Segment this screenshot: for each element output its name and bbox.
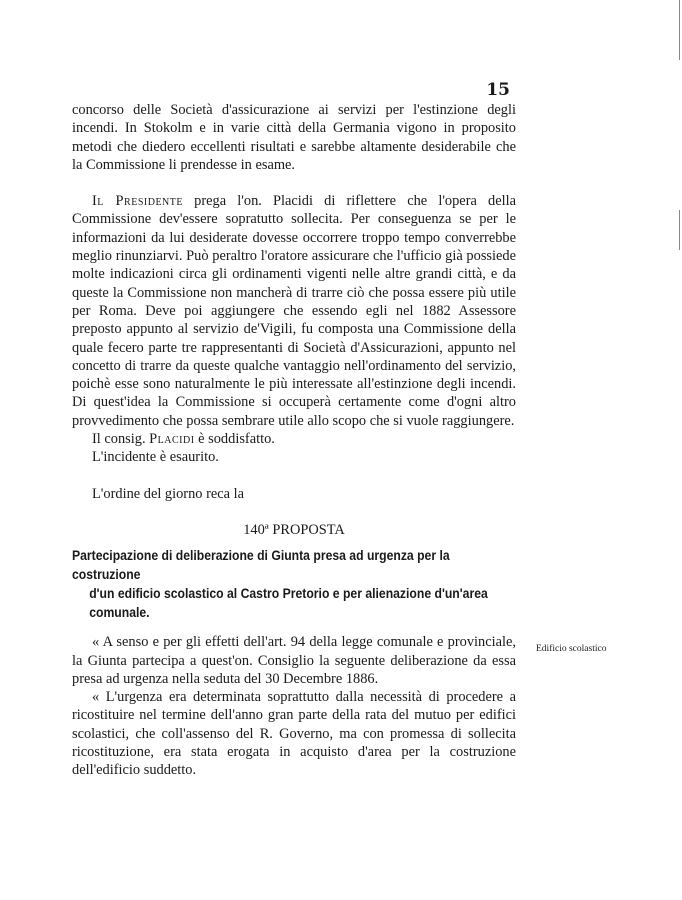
paragraph-urgency: « L'urgenza era determinata soprattutto dalla necessità di procedere a ricostituire nel termine dell'anno gran parte della rata del mutuo per edifici scolastici, che coll'assenso del R. Governo, ma con promessa di sollecita ricostituzione, era stata erogata in acquisto d'area per la costruzione dell'edificio suddetto. <box>72 689 516 779</box>
proposal-title: 140ª PROPOSTA <box>243 521 345 538</box>
margin-note: Edificio scolastico <box>536 644 607 654</box>
paragraph-continuation: concorso delle Società d'assicurazione ai servizi per l'estinzione degli incendi. In Stokolm e in varie città della Germania vigono in proposito metodi che diedero eccellenti risultati e sarebbe altamente desiderabile che la Commissione li prendesse in esame. <box>72 102 516 173</box>
councillor-name: Placidi <box>149 431 195 448</box>
heading-line-1: Partecipazione di deliberazione di Giunta presa ad urgenza per la costruzione <box>72 548 450 584</box>
page-number: 15 <box>486 80 510 100</box>
paragraph-sense: « A senso e per gli effetti dell'art. 94 della legge comunale e provinciale, la Giunta partecipa a quest'on. Consiglio la seguente deliberazione da essa presa ad urgenza nella seduta del 30 Decembre 1886. <box>72 634 516 687</box>
heading-line-2: d'un edificio scolastico al Castro Pretorio e per alienazione d'un'area comunale. <box>89 586 488 622</box>
body-text <box>72 101 516 780</box>
satisfied-prefix: Il consig. <box>92 431 150 448</box>
speaker-name: Il Presidente <box>92 193 184 210</box>
paragraph-closed: L'incidente è esaurito. <box>92 449 219 466</box>
page-edge-mark <box>679 210 680 250</box>
paragraph-agenda: L'ordine del giorno reca la <box>92 485 245 502</box>
proposal-heading <box>72 547 516 623</box>
paragraph-president <box>72 192 516 430</box>
page-edge-mark <box>679 0 680 60</box>
president-text: prega l'on. Placidi di riflettere che l'opera della Commissione dev'essere sopratutto sollecita. Per conseguenza se per le informazioni da lui desiderate dovesse occorrere troppo tempo converrebbe meglio rinunziarvi. Può peraltro l'oratore assicurare che l'ufficio già possiede molte indicazioni circa gli ordinamenti vigenti nelle altre grandi città, e da queste la Commissione non mancherà di trarre ciò che possa essere più utile per Roma. Deve poi aggiungere che essendo egli nel 1882 Assessore preposto appunto al servizio de'Vigili, fu composta una Commissione della quale fecero parte tre rappresentanti di Società d'Assicurazioni, appunto nel concetto di trarre da queste qualche vantaggio nell'ordinamento del servizio, poichè esse sono naturalmente le più interessate all'estinzione degli incendi. Di quest'idea la Commissione si occuperà certamente come d'ogni altro provvedimento che possa sembrare utile allo scopo che si vuole raggiungere. <box>72 193 516 429</box>
paragraph-satisfied <box>72 430 516 448</box>
satisfied-suffix: è soddisfatto. <box>194 431 275 448</box>
